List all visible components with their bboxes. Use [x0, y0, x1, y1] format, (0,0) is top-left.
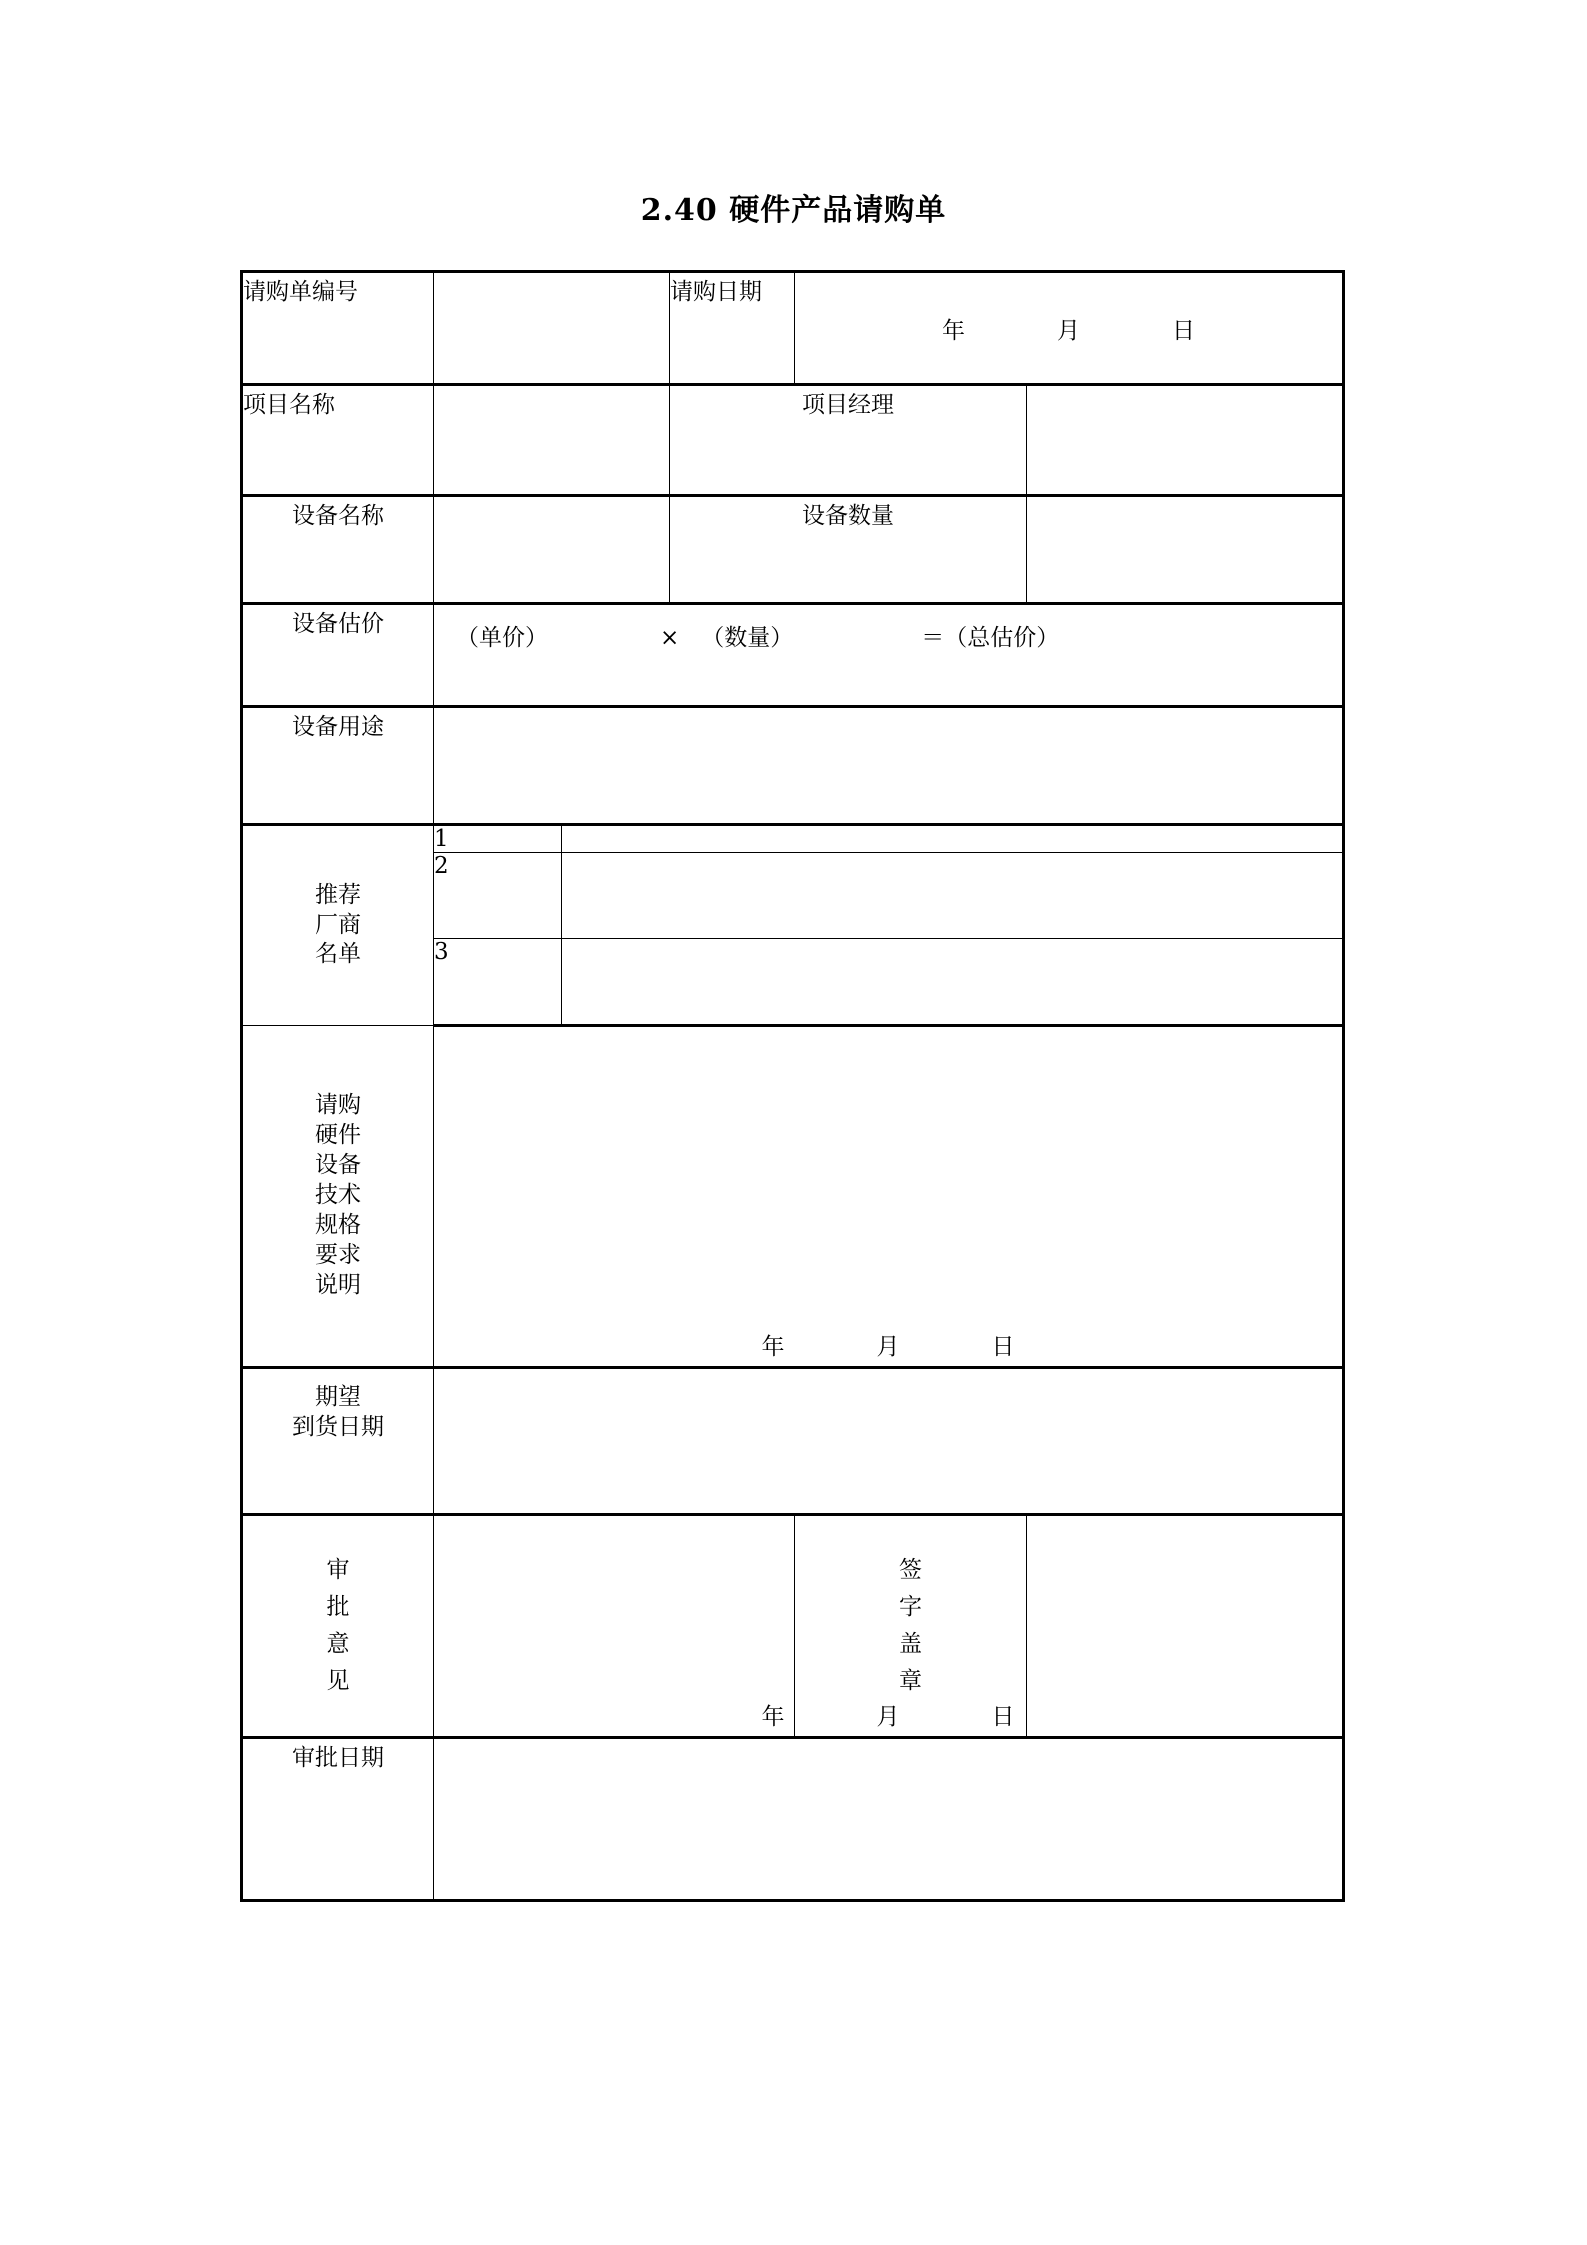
table-row-equipment — [242, 496, 1344, 604]
signature-label-char-3: 盖 — [899, 1631, 922, 1657]
field-vendor-1[interactable] — [562, 825, 1344, 853]
date-placeholder-expected — [434, 1328, 1342, 1361]
field-equipment-name[interactable] — [434, 496, 670, 604]
spec-label-line-2: 硬件 — [315, 1122, 361, 1149]
label-project-manager: 项目经理 — [670, 385, 1027, 496]
vendor-number-2: 2 — [434, 853, 562, 939]
table-row-vendor-1 — [242, 825, 1344, 853]
spec-label-line-5: 规格 — [315, 1211, 361, 1238]
label-spec-requirements — [242, 1026, 434, 1368]
day-label: 日 — [991, 1334, 1015, 1360]
approval-label-char-2: 批 — [326, 1593, 350, 1620]
year-label: 年 — [942, 317, 965, 344]
label-equipment-qty: 设备数量 — [670, 496, 1027, 604]
spec-label-line-3: 设备 — [315, 1152, 361, 1179]
table-row-estimate — [242, 604, 1344, 707]
signature-label-char-1: 签 — [899, 1556, 922, 1583]
spec-label-line-6: 要求 — [315, 1241, 361, 1268]
label-approval-opinion — [242, 1515, 434, 1738]
field-project-manager[interactable] — [1027, 385, 1344, 496]
vendor-label-line-1: 推荐 — [315, 881, 361, 908]
vendor-label-line-2: 厂商 — [315, 911, 361, 938]
label-estimate: 设备估价 — [242, 604, 434, 707]
field-equipment-qty[interactable] — [1027, 496, 1344, 604]
signature-label-char-4: 章 — [899, 1668, 922, 1695]
label-requisition-no: 请购单编号 — [242, 272, 434, 385]
signature-label-char-2: 字 — [899, 1593, 922, 1620]
field-requisition-no[interactable] — [434, 272, 670, 385]
date-placeholder-requisition — [795, 312, 1342, 345]
field-spec-requirements[interactable] — [434, 1026, 1344, 1368]
field-expected-delivery-date[interactable] — [434, 1334, 1344, 1515]
label-recommended-vendors — [242, 825, 434, 1026]
quantity-label: （数量） — [701, 625, 794, 651]
month-label: 月 — [1057, 317, 1080, 344]
label-equipment-usage: 设备用途 — [242, 707, 434, 825]
label-expected-delivery-date — [242, 1368, 434, 1515]
table-row-approval-date — [242, 1738, 1344, 1901]
field-vendor-3[interactable] — [562, 939, 1344, 1026]
page-title: 2.40 硬件产品请购单 — [640, 193, 947, 228]
table-row-expected-date — [242, 1368, 1344, 1515]
label-project-name: 项目名称 — [242, 385, 434, 496]
field-vendor-2[interactable] — [562, 853, 1344, 939]
approval-label-char-3: 意 — [326, 1631, 350, 1657]
day-label: 日 — [1172, 317, 1195, 344]
expected-label-line-2: 到货日期 — [292, 1413, 384, 1440]
expected-label-line-1: 期望 — [315, 1384, 361, 1410]
field-equipment-usage[interactable] — [434, 707, 1344, 825]
spec-label-line-4: 技术 — [315, 1182, 361, 1209]
vendor-label-line-3: 名单 — [315, 941, 361, 968]
approval-label-char-4: 见 — [326, 1668, 350, 1695]
label-approval-date: 审批日期 — [242, 1738, 434, 1901]
label-requisition-date: 请购日期 — [670, 272, 795, 385]
vendor-number-1: 1 — [434, 825, 562, 853]
table-row-requisition-no — [242, 272, 1344, 385]
field-requisition-date[interactable] — [795, 272, 1344, 385]
approval-label-char-1: 审 — [326, 1556, 350, 1583]
label-equipment-name: 设备名称 — [242, 496, 434, 604]
field-approval-date[interactable] — [434, 1704, 1344, 1901]
month-label: 月 — [876, 1334, 900, 1360]
total-estimate-label: ＝（总估价） — [921, 625, 1060, 651]
unit-price-label: （单价） — [456, 625, 548, 651]
field-estimate-formula[interactable] — [434, 604, 1344, 707]
year-label: 年 — [761, 1334, 785, 1360]
vendor-number-3: 3 — [434, 939, 562, 1026]
day-label: 日 — [991, 1704, 1015, 1730]
table-row-project — [242, 385, 1344, 496]
field-project-name[interactable] — [434, 385, 670, 496]
multiply-symbol: × — [660, 625, 680, 651]
hardware-requisition-form — [240, 270, 1345, 1902]
month-label: 月 — [876, 1704, 900, 1730]
year-label: 年 — [761, 1704, 785, 1730]
table-row-usage — [242, 707, 1344, 825]
spec-label-line-1: 请购 — [315, 1092, 361, 1119]
estimate-formula — [434, 605, 1342, 652]
spec-label-line-7: 说明 — [315, 1271, 361, 1298]
date-placeholder-approval — [434, 1698, 1342, 1731]
table-row-spec — [242, 1026, 1344, 1368]
